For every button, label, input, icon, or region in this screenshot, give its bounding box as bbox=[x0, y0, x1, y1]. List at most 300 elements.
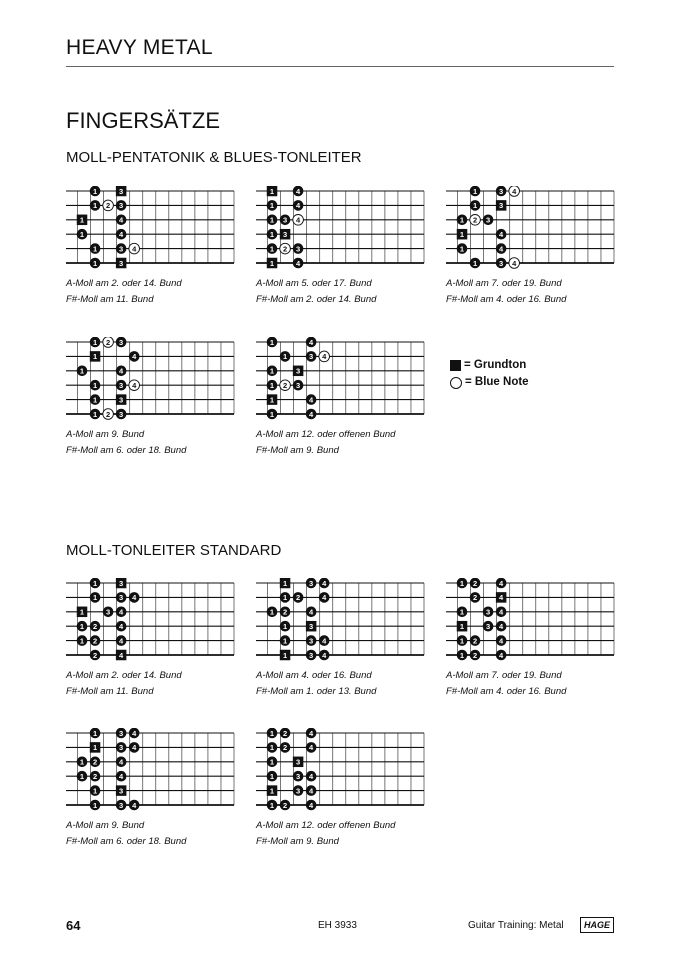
finger-number: 3 bbox=[119, 786, 124, 796]
finger-number: 3 bbox=[499, 186, 504, 196]
finger-number: 1 bbox=[92, 352, 98, 362]
finger-number: 3 bbox=[119, 201, 124, 211]
finger-dot bbox=[90, 635, 101, 646]
finger-dot bbox=[306, 650, 317, 661]
finger-dot bbox=[496, 635, 507, 646]
finger-dot bbox=[280, 592, 291, 603]
finger-dot bbox=[90, 394, 101, 405]
finger-number: 1 bbox=[269, 786, 275, 796]
finger-dot bbox=[90, 258, 101, 269]
finger-dot bbox=[116, 200, 127, 211]
finger-number: 2 bbox=[282, 800, 288, 810]
caption-line: A-Moll am 12. oder offenen Bund bbox=[256, 820, 396, 831]
finger-dot bbox=[77, 757, 88, 768]
finger-dot bbox=[116, 771, 127, 782]
finger-number: 1 bbox=[282, 650, 288, 660]
diagram-caption bbox=[256, 818, 395, 850]
fretboard-diagram bbox=[446, 578, 616, 662]
finger-number: 3 bbox=[282, 230, 288, 239]
finger-dot bbox=[457, 243, 468, 254]
blue-note-circle-icon bbox=[450, 377, 462, 389]
finger-number: 4 bbox=[499, 650, 504, 660]
finger-dot bbox=[129, 351, 140, 362]
finger-number: 3 bbox=[309, 636, 314, 646]
finger-number: 3 bbox=[296, 786, 301, 796]
finger-dot bbox=[306, 337, 317, 347]
finger-number: 1 bbox=[92, 800, 98, 810]
finger-number: 1 bbox=[459, 578, 465, 588]
finger-dot bbox=[90, 785, 101, 796]
diagram-caption bbox=[66, 276, 182, 308]
root-note-marker bbox=[267, 186, 278, 196]
finger-number: 4 bbox=[499, 230, 504, 239]
finger-number: 1 bbox=[269, 395, 275, 405]
finger-dot bbox=[116, 380, 127, 391]
finger-dot bbox=[90, 621, 101, 632]
blue-note-marker bbox=[509, 258, 520, 269]
blue-note-marker bbox=[293, 215, 304, 226]
finger-dot bbox=[280, 800, 291, 811]
finger-number: 1 bbox=[472, 201, 478, 211]
diagram-caption bbox=[256, 427, 395, 459]
finger-number: 1 bbox=[269, 743, 275, 753]
fretboard-diagram bbox=[66, 728, 236, 812]
diagram-caption bbox=[66, 818, 186, 850]
finger-dot bbox=[116, 742, 127, 753]
caption-line: F#-Moll am 6. oder 18. Bund bbox=[66, 445, 187, 456]
finger-dot bbox=[280, 621, 291, 632]
finger-number: 3 bbox=[486, 622, 491, 631]
diagram-caption bbox=[66, 668, 182, 700]
caption-line: A-Moll am 4. oder 16. Bund bbox=[256, 670, 372, 681]
finger-number: 1 bbox=[472, 258, 478, 268]
caption-line: F#-Moll am 11. Bund bbox=[66, 686, 154, 697]
finger-dot bbox=[267, 742, 278, 753]
finger-dot bbox=[77, 621, 88, 632]
finger-dot bbox=[90, 757, 101, 768]
finger-number: 1 bbox=[92, 786, 98, 796]
finger-dot bbox=[293, 243, 304, 254]
root-note-marker bbox=[77, 607, 87, 618]
caption-line: F#-Moll am 2. oder 14. Bund bbox=[256, 294, 377, 305]
diagram-caption bbox=[66, 427, 186, 459]
finger-dot bbox=[116, 728, 127, 738]
caption-line: A-Moll am 9. Bund bbox=[66, 429, 145, 440]
finger-dot bbox=[293, 186, 304, 196]
finger-number: 1 bbox=[79, 215, 85, 225]
finger-number: 4 bbox=[296, 258, 301, 268]
caption-line: A-Moll am 2. oder 14. Bund bbox=[66, 278, 182, 289]
finger-dot bbox=[267, 366, 278, 377]
finger-number: 1 bbox=[282, 352, 288, 362]
finger-number: 4 bbox=[132, 728, 137, 738]
finger-number: 3 bbox=[119, 593, 124, 603]
finger-number: 4 bbox=[309, 800, 314, 810]
root-note-marker bbox=[496, 200, 507, 211]
finger-dot bbox=[90, 200, 101, 211]
caption-line: F#-Moll am 9. Bund bbox=[256, 836, 339, 847]
root-note-marker bbox=[280, 229, 291, 240]
finger-dot bbox=[470, 592, 481, 603]
finger-number: 1 bbox=[459, 244, 465, 254]
finger-dot bbox=[90, 650, 101, 661]
finger-dot bbox=[293, 200, 304, 211]
finger-dot bbox=[280, 607, 291, 618]
root-note-marker bbox=[496, 592, 507, 603]
finger-number: 2 bbox=[472, 215, 478, 225]
finger-dot bbox=[306, 607, 317, 618]
finger-number: 4 bbox=[512, 258, 517, 268]
finger-number: 2 bbox=[282, 743, 288, 753]
finger-number: 4 bbox=[499, 244, 504, 254]
finger-dot bbox=[470, 650, 481, 661]
root-square-icon bbox=[450, 360, 461, 371]
finger-number: 1 bbox=[79, 607, 85, 617]
caption-line: A-Moll am 2. oder 14. Bund bbox=[66, 670, 182, 681]
finger-number: 3 bbox=[499, 201, 504, 211]
finger-number: 1 bbox=[282, 636, 288, 646]
fretboard-diagram bbox=[256, 337, 426, 421]
finger-dot bbox=[116, 757, 127, 768]
finger-number: 2 bbox=[92, 636, 98, 646]
finger-number: 3 bbox=[119, 244, 124, 254]
finger-dot bbox=[280, 351, 291, 362]
finger-number: 1 bbox=[472, 186, 478, 196]
finger-number: 1 bbox=[92, 593, 98, 603]
finger-number: 3 bbox=[119, 381, 124, 390]
finger-dot bbox=[77, 771, 88, 782]
finger-number: 4 bbox=[309, 728, 314, 738]
caption-line: A-Moll am 5. oder 17. Bund bbox=[256, 278, 372, 289]
finger-number: 4 bbox=[499, 578, 504, 588]
root-note-marker bbox=[457, 229, 468, 240]
root-note-marker bbox=[77, 215, 87, 226]
finger-dot bbox=[293, 771, 304, 782]
finger-number: 4 bbox=[119, 607, 124, 617]
finger-dot bbox=[470, 258, 481, 269]
root-note-marker bbox=[306, 621, 317, 632]
finger-number: 2 bbox=[472, 650, 478, 660]
finger-number: 4 bbox=[322, 636, 327, 646]
caption-line: A-Moll am 9. Bund bbox=[66, 820, 145, 831]
page-number: 64 bbox=[66, 918, 81, 933]
finger-number: 1 bbox=[282, 622, 288, 631]
finger-dot bbox=[267, 200, 278, 211]
root-note-marker bbox=[90, 742, 101, 753]
finger-dot bbox=[267, 337, 278, 347]
finger-number: 3 bbox=[309, 650, 314, 660]
root-note-marker bbox=[90, 351, 101, 362]
finger-number: 1 bbox=[79, 230, 85, 239]
finger-dot bbox=[90, 578, 101, 588]
finger-dot bbox=[496, 578, 507, 588]
finger-number: 4 bbox=[132, 244, 137, 254]
finger-number: 1 bbox=[269, 772, 275, 781]
finger-dot bbox=[457, 215, 468, 226]
finger-number: 2 bbox=[282, 244, 288, 254]
root-note-marker bbox=[457, 621, 468, 632]
finger-dot bbox=[457, 650, 468, 661]
finger-dot bbox=[90, 771, 101, 782]
finger-dot bbox=[116, 621, 127, 632]
finger-dot bbox=[267, 380, 278, 391]
book-title: HEAVY METAL bbox=[66, 36, 213, 59]
finger-number: 1 bbox=[92, 337, 98, 347]
main-heading: FINGERSÄTZE bbox=[66, 108, 221, 133]
finger-number: 2 bbox=[92, 772, 98, 781]
legend-blue-note bbox=[450, 374, 529, 391]
finger-number: 1 bbox=[269, 230, 275, 239]
legend bbox=[450, 357, 529, 391]
finger-number: 3 bbox=[119, 395, 124, 405]
finger-number: 3 bbox=[119, 800, 124, 810]
finger-number: 2 bbox=[472, 578, 478, 588]
finger-dot bbox=[306, 635, 317, 646]
finger-number: 4 bbox=[296, 186, 301, 196]
finger-number: 4 bbox=[296, 201, 301, 211]
finger-dot bbox=[267, 728, 278, 738]
finger-number: 4 bbox=[309, 772, 314, 781]
finger-number: 4 bbox=[119, 650, 124, 660]
finger-number: 3 bbox=[119, 258, 124, 268]
finger-number: 4 bbox=[309, 743, 314, 753]
finger-number: 1 bbox=[269, 366, 275, 376]
finger-number: 2 bbox=[472, 636, 478, 646]
header-rule bbox=[66, 66, 614, 67]
finger-number: 4 bbox=[119, 622, 124, 631]
finger-dot bbox=[116, 243, 127, 254]
finger-number: 4 bbox=[309, 395, 314, 405]
root-note-marker bbox=[116, 186, 127, 196]
finger-number: 3 bbox=[106, 607, 111, 617]
finger-number: 4 bbox=[309, 337, 314, 347]
finger-number: 1 bbox=[269, 337, 275, 347]
finger-dot bbox=[267, 215, 278, 226]
finger-number: 1 bbox=[92, 743, 98, 753]
finger-dot bbox=[457, 635, 468, 646]
finger-number: 4 bbox=[119, 636, 124, 646]
finger-dot bbox=[470, 200, 481, 211]
finger-dot bbox=[90, 800, 101, 811]
finger-dot bbox=[267, 800, 278, 811]
finger-dot bbox=[496, 243, 507, 254]
finger-number: 3 bbox=[499, 258, 504, 268]
finger-number: 4 bbox=[119, 230, 124, 239]
finger-number: 4 bbox=[119, 757, 124, 767]
finger-number: 3 bbox=[296, 366, 301, 376]
finger-dot bbox=[116, 607, 127, 618]
caption-line: A-Moll am 7. oder 19. Bund bbox=[446, 278, 562, 289]
finger-number: 4 bbox=[132, 743, 137, 753]
blue-note-marker bbox=[280, 243, 291, 254]
root-note-marker bbox=[116, 394, 127, 405]
finger-number: 4 bbox=[499, 636, 504, 646]
finger-dot bbox=[90, 409, 101, 420]
root-note-marker bbox=[267, 785, 278, 796]
finger-dot bbox=[77, 635, 88, 646]
root-note-marker bbox=[116, 650, 127, 661]
finger-dot bbox=[116, 409, 127, 420]
finger-number: 4 bbox=[322, 593, 327, 603]
finger-dot bbox=[77, 229, 88, 240]
finger-number: 1 bbox=[79, 366, 85, 376]
finger-dot bbox=[470, 635, 481, 646]
finger-number: 2 bbox=[92, 622, 98, 631]
finger-dot bbox=[129, 728, 140, 738]
finger-dot bbox=[77, 366, 88, 377]
finger-dot bbox=[293, 592, 304, 603]
finger-number: 1 bbox=[459, 650, 465, 660]
finger-dot bbox=[116, 229, 127, 240]
finger-number: 1 bbox=[269, 728, 275, 738]
finger-number: 1 bbox=[269, 800, 275, 810]
finger-dot bbox=[306, 578, 317, 588]
finger-number: 1 bbox=[282, 593, 288, 603]
finger-number: 4 bbox=[499, 622, 504, 631]
legend-blue-label: = Blue Note bbox=[465, 376, 529, 388]
finger-number: 1 bbox=[92, 201, 98, 211]
blue-note-marker bbox=[319, 351, 330, 362]
finger-dot bbox=[319, 592, 330, 603]
finger-number: 2 bbox=[106, 409, 111, 419]
finger-number: 1 bbox=[459, 622, 465, 631]
finger-number: 1 bbox=[269, 409, 275, 419]
finger-number: 3 bbox=[119, 409, 124, 419]
root-note-marker bbox=[116, 785, 127, 796]
diagram-caption bbox=[256, 276, 376, 308]
finger-dot bbox=[90, 243, 101, 254]
finger-number: 4 bbox=[322, 578, 327, 588]
finger-number: 2 bbox=[296, 593, 301, 603]
finger-number: 2 bbox=[282, 607, 288, 617]
finger-dot bbox=[306, 800, 317, 811]
finger-number: 1 bbox=[92, 395, 98, 405]
blue-note-marker bbox=[129, 380, 140, 391]
finger-dot bbox=[306, 409, 317, 420]
finger-number: 1 bbox=[79, 772, 85, 781]
finger-dot bbox=[116, 635, 127, 646]
finger-dot bbox=[116, 366, 127, 377]
finger-number: 4 bbox=[119, 366, 124, 376]
finger-number: 1 bbox=[269, 201, 275, 211]
finger-number: 3 bbox=[119, 578, 124, 588]
finger-number: 4 bbox=[132, 800, 137, 810]
finger-dot bbox=[116, 800, 127, 811]
finger-number: 4 bbox=[132, 381, 137, 390]
finger-dot bbox=[90, 337, 101, 347]
finger-dot bbox=[319, 650, 330, 661]
finger-number: 1 bbox=[92, 258, 98, 268]
finger-dot bbox=[306, 742, 317, 753]
finger-dot bbox=[306, 771, 317, 782]
fretboard-diagram bbox=[256, 186, 426, 270]
finger-number: 4 bbox=[296, 215, 301, 225]
finger-number: 1 bbox=[79, 622, 85, 631]
caption-line: F#-Moll am 4. oder 16. Bund bbox=[446, 686, 567, 697]
finger-dot bbox=[457, 578, 468, 588]
finger-number: 1 bbox=[459, 215, 465, 225]
finger-number: 1 bbox=[269, 381, 275, 390]
finger-number: 1 bbox=[269, 215, 275, 225]
root-note-marker bbox=[293, 366, 304, 377]
finger-dot bbox=[116, 337, 127, 347]
finger-number: 4 bbox=[512, 186, 517, 196]
finger-dot bbox=[319, 635, 330, 646]
fretboard-diagram bbox=[66, 186, 236, 270]
legend-root-label: = Grundton bbox=[464, 359, 527, 371]
finger-dot bbox=[90, 186, 101, 196]
finger-number: 3 bbox=[119, 728, 124, 738]
finger-number: 4 bbox=[499, 607, 504, 617]
blue-note-marker bbox=[103, 337, 114, 347]
finger-dot bbox=[293, 785, 304, 796]
root-note-marker bbox=[267, 394, 278, 405]
finger-number: 1 bbox=[459, 230, 465, 239]
finger-dot bbox=[280, 728, 291, 738]
finger-number: 3 bbox=[119, 337, 124, 347]
finger-dot bbox=[457, 607, 468, 618]
finger-number: 2 bbox=[92, 650, 98, 660]
caption-line: F#-Moll am 4. oder 16. Bund bbox=[446, 294, 567, 305]
finger-number: 2 bbox=[282, 728, 288, 738]
finger-dot bbox=[267, 607, 278, 618]
finger-number: 2 bbox=[92, 757, 98, 767]
finger-dot bbox=[267, 229, 278, 240]
finger-dot bbox=[90, 592, 101, 603]
finger-number: 1 bbox=[92, 244, 98, 254]
finger-number: 1 bbox=[92, 186, 98, 196]
finger-dot bbox=[496, 229, 507, 240]
legend-root bbox=[450, 357, 529, 374]
finger-number: 4 bbox=[132, 352, 137, 362]
finger-dot bbox=[280, 742, 291, 753]
finger-dot bbox=[293, 380, 304, 391]
finger-dot bbox=[496, 186, 507, 196]
finger-dot bbox=[280, 635, 291, 646]
fretboard-diagram bbox=[66, 578, 236, 662]
caption-line: A-Moll am 12. oder offenen Bund bbox=[256, 429, 396, 440]
finger-number: 3 bbox=[296, 757, 301, 767]
finger-dot bbox=[280, 215, 291, 226]
finger-dot bbox=[306, 394, 317, 405]
finger-number: 3 bbox=[309, 352, 314, 362]
fretboard-diagram bbox=[256, 578, 426, 662]
finger-dot bbox=[267, 757, 278, 768]
catalog-number: EH 3933 bbox=[318, 920, 357, 931]
finger-dot bbox=[90, 380, 101, 391]
root-note-marker bbox=[293, 757, 304, 768]
finger-number: 1 bbox=[92, 381, 98, 390]
finger-dot bbox=[103, 607, 114, 618]
finger-dot bbox=[90, 728, 101, 738]
finger-number: 4 bbox=[322, 352, 327, 362]
finger-number: 4 bbox=[119, 215, 124, 225]
finger-number: 2 bbox=[106, 201, 111, 211]
finger-dot bbox=[496, 621, 507, 632]
finger-number: 3 bbox=[486, 607, 491, 617]
finger-number: 1 bbox=[269, 607, 275, 617]
finger-number: 4 bbox=[499, 593, 504, 603]
diagram-caption bbox=[256, 668, 376, 700]
finger-number: 4 bbox=[309, 786, 314, 796]
section-title-pentatonic: MOLL-PENTATONIK & BLUES-TONLEITER bbox=[66, 149, 362, 166]
root-note-marker bbox=[280, 650, 291, 661]
finger-number: 3 bbox=[309, 622, 314, 631]
finger-dot bbox=[496, 650, 507, 661]
finger-number: 4 bbox=[309, 607, 314, 617]
caption-line: A-Moll am 7. oder 19. Bund bbox=[446, 670, 562, 681]
finger-number: 3 bbox=[486, 215, 491, 225]
